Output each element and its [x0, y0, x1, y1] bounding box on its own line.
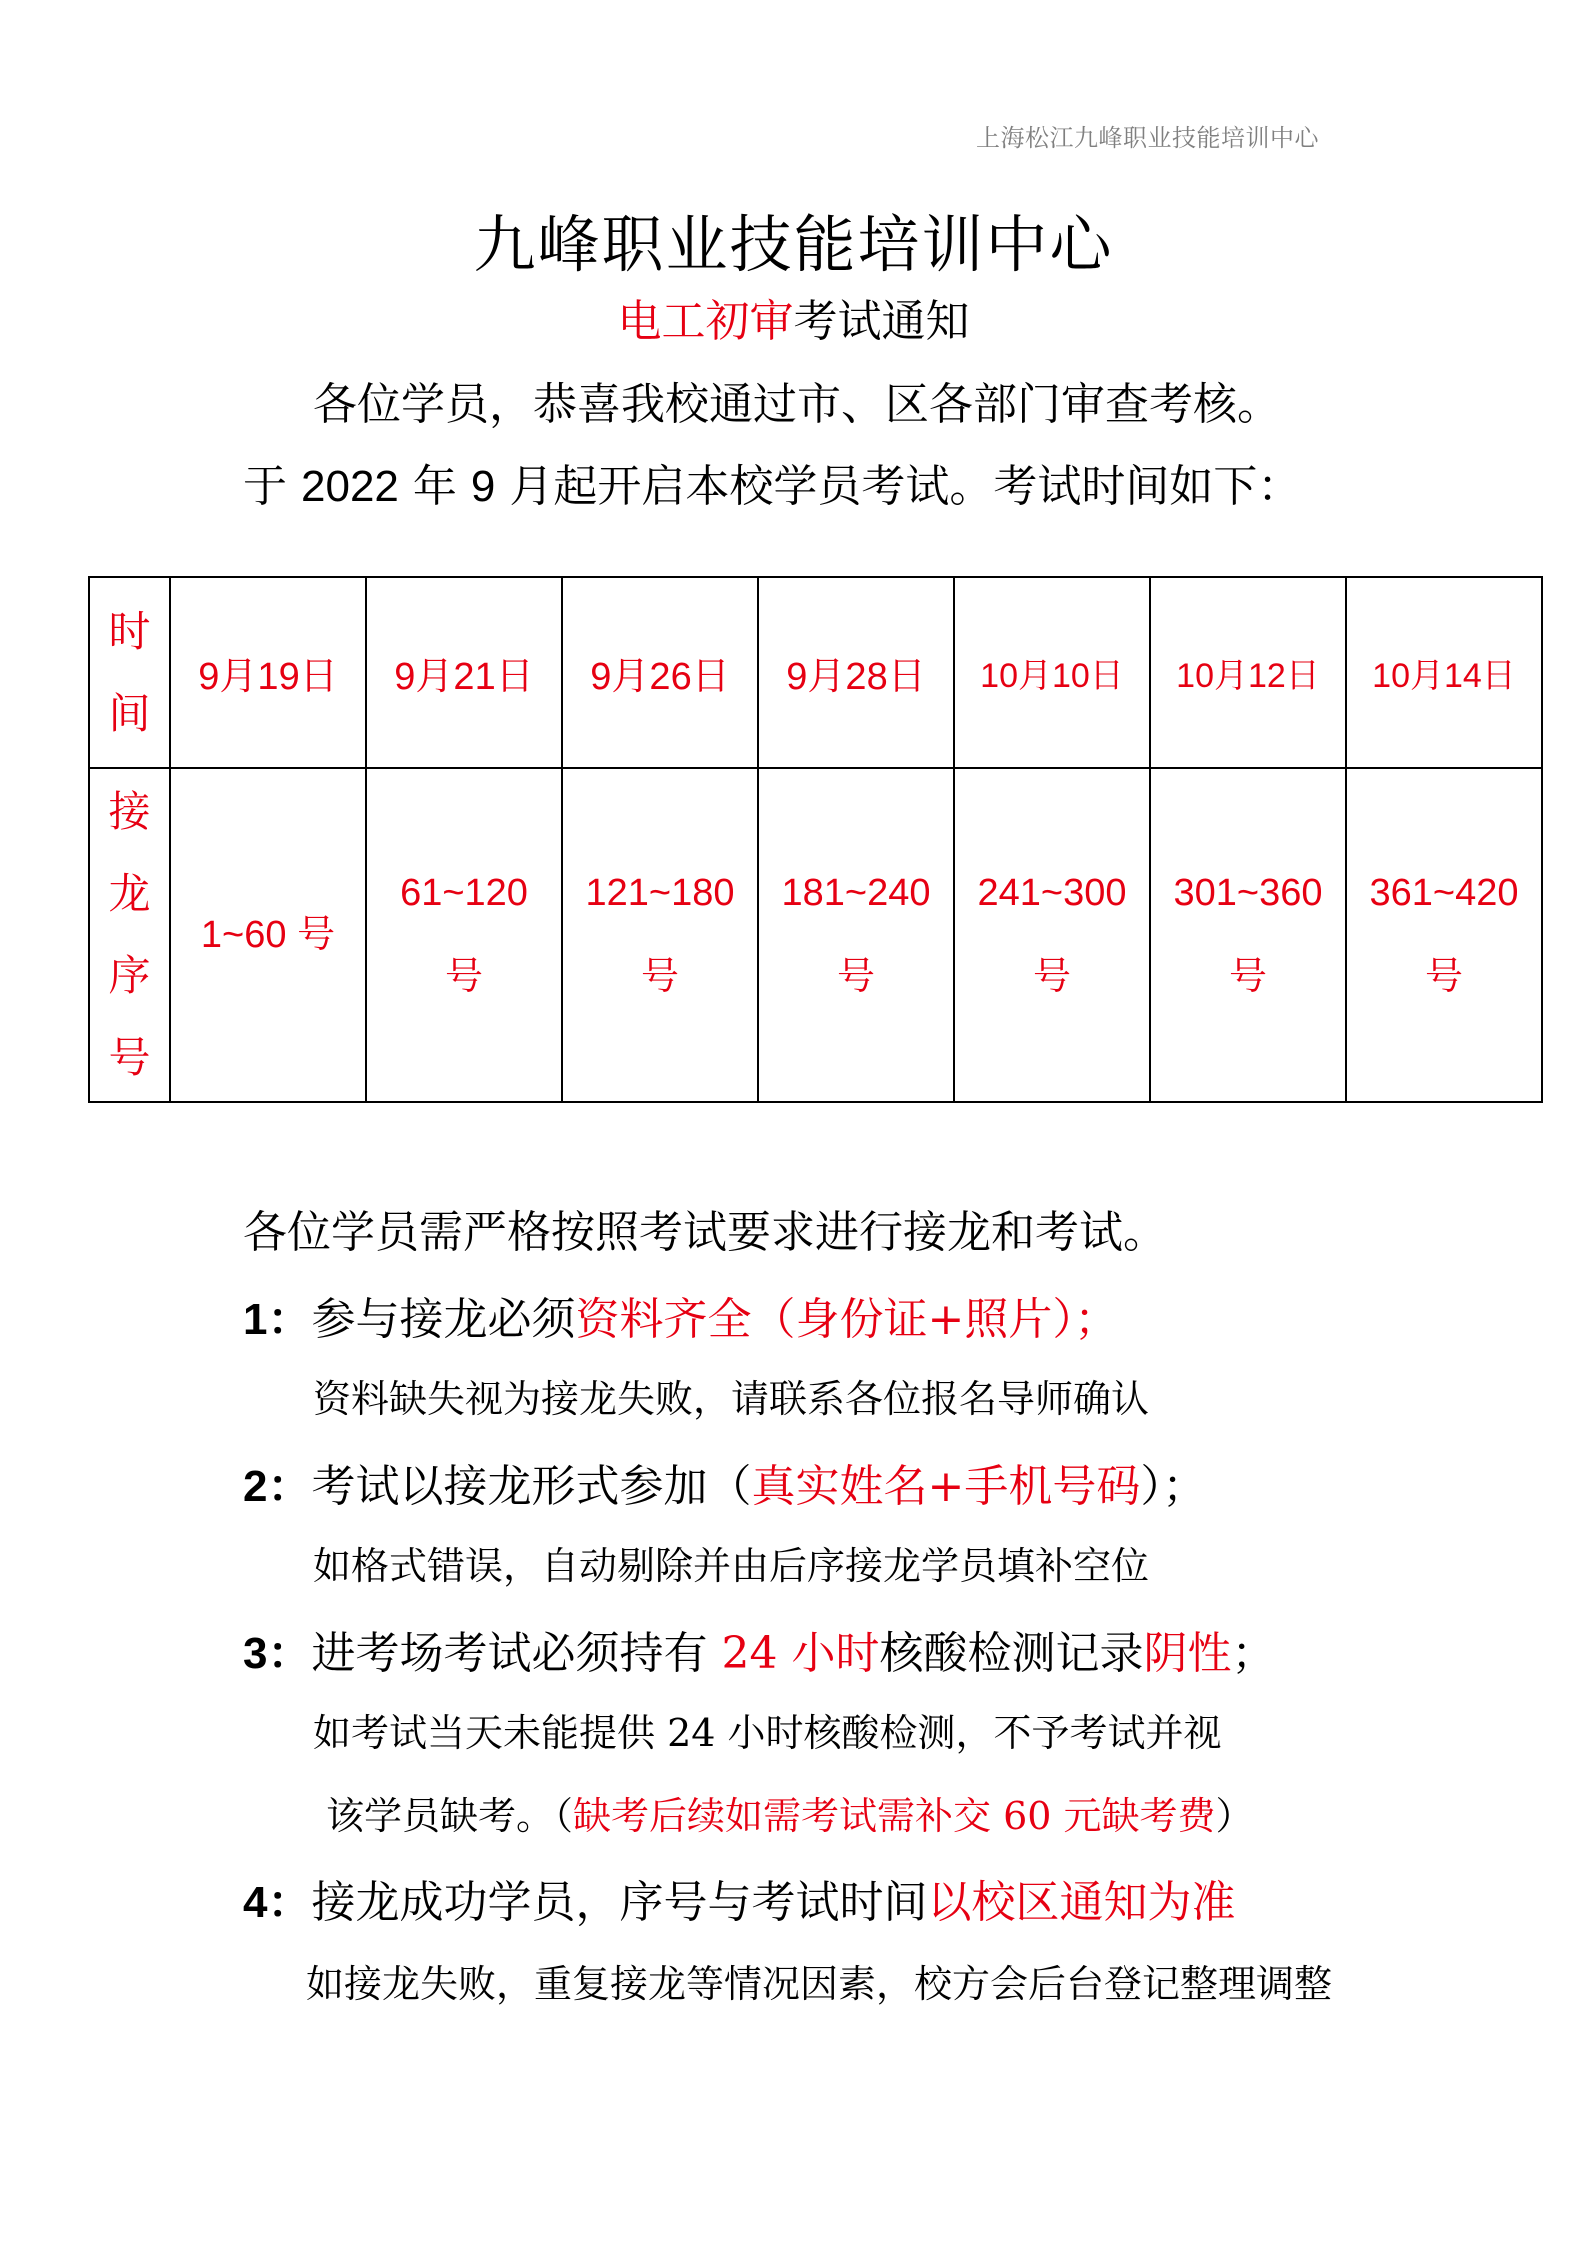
item-text: 接龙成功学员，序号与考试时间: [311, 1877, 928, 1928]
item-highlight: 24 小时: [721, 1628, 880, 1679]
range-value: 121~180: [585, 872, 735, 914]
range-cell: [562, 768, 758, 1102]
row-header-char: 序: [108, 951, 151, 1000]
intro-line-1: 各位学员，恭喜我校通过市、区各部门审查考核。: [313, 379, 1281, 430]
requirement-note-2: 如格式错误，自动剔除并由后序接龙学员填补空位: [313, 1544, 1150, 1588]
date-cell: 10月14日: [1346, 577, 1542, 768]
requirement-note-3b: [326, 1785, 1254, 1840]
item-number: 3：: [243, 1629, 312, 1678]
range-cell: [366, 768, 562, 1102]
item-highlight: 阴性: [1143, 1628, 1232, 1679]
range-suffix: 号: [444, 956, 483, 998]
subtitle-highlight: 电工初审: [617, 296, 794, 347]
range-value: 241~300: [977, 872, 1127, 914]
page-title: 九峰职业技能培训中心: [473, 208, 1114, 281]
requirement-note-3: 如考试当天未能提供 24 小时核酸检测，不予考试并视: [313, 1711, 1222, 1755]
note-text: 该学员缺考。（: [326, 1794, 574, 1838]
row-header-char: 时: [108, 606, 151, 656]
row-header-char: 间: [108, 688, 151, 738]
schedule-table: [88, 576, 1543, 1103]
range-value: 361~420: [1369, 872, 1519, 914]
row-header-char: 号: [108, 1033, 151, 1082]
date-cell: 9月26日: [562, 577, 758, 768]
item-text: 考试以接龙形式参加（: [311, 1461, 752, 1512]
range-value: 1~60 号: [200, 914, 336, 956]
date-cell: 10月12日: [1150, 577, 1346, 768]
item-text: 进考场考试必须持有: [311, 1628, 722, 1679]
note-highlight: 缺考后续如需考试需补交 60 元缺考费: [573, 1794, 1216, 1838]
row-header-char: 龙: [108, 869, 151, 918]
row-header-time: [89, 577, 170, 768]
intro-rest: 月起开启本校学员考试。考试时间如下：: [495, 461, 1302, 512]
item-number: 4：: [243, 1878, 312, 1927]
table-row-dates: [89, 577, 1542, 768]
item-number: 2：: [243, 1462, 312, 1511]
requirement-item-4: [243, 1866, 1235, 1930]
item-text-end: ）；: [1140, 1461, 1207, 1512]
note-text-end: ）: [1215, 1794, 1254, 1838]
intro-month: 9: [470, 462, 496, 511]
range-suffix: 号: [1424, 956, 1463, 998]
range-cell: [954, 768, 1150, 1102]
date-cell: 9月21日: [366, 577, 562, 768]
page-subtitle: [0, 285, 1587, 349]
intro-year: 2022: [301, 462, 399, 511]
date-cell: 9月19日: [170, 577, 366, 768]
header-note: 上海松江九峰职业技能培训中心: [976, 124, 1319, 152]
range-cell: [1150, 768, 1346, 1102]
range-value: 61~120: [400, 872, 528, 914]
item-highlight: 以校区通知为准: [927, 1877, 1236, 1928]
range-suffix: 号: [640, 956, 679, 998]
requirement-note-4: 如接龙失败，重复接龙等情况因素，校方会后台登记整理调整: [306, 1962, 1333, 2006]
range-value: 181~240: [781, 872, 931, 914]
range-suffix: 号: [836, 956, 875, 998]
range-value: 301~360: [1173, 872, 1323, 914]
range-cell: [1346, 768, 1542, 1102]
subtitle-text: 考试通知: [793, 296, 970, 347]
table-row-ranges: [89, 768, 1542, 1102]
item-highlight: 资料齐全（身份证+照片）；: [575, 1294, 1119, 1345]
requirement-item-1: [243, 1283, 1118, 1347]
intro-year-unit: 年: [398, 461, 471, 512]
requirement-note-1: 资料缺失视为接龙失败，请联系各位报名导师确认: [313, 1377, 1150, 1421]
item-text-end: ；: [1231, 1628, 1276, 1679]
intro-prefix: 于: [243, 461, 301, 512]
item-text: 核酸检测记录: [879, 1628, 1144, 1679]
date-cell: 10月10日: [954, 577, 1150, 768]
row-header-sequence: [89, 768, 170, 1102]
range-suffix: 号: [1228, 956, 1267, 998]
range-suffix: 号: [1032, 956, 1071, 998]
intro-line-2: [243, 450, 1301, 514]
item-text: 参与接龙必须: [311, 1294, 576, 1345]
requirement-item-2: [243, 1450, 1206, 1514]
date-cell: 9月28日: [758, 577, 954, 768]
item-highlight: 真实姓名+手机号码: [751, 1461, 1141, 1512]
range-cell: [170, 768, 366, 1102]
item-number: 1：: [243, 1295, 312, 1344]
requirements-lead: 各位学员需严格按照考试要求进行接龙和考试。: [243, 1207, 1167, 1258]
range-cell: [758, 768, 954, 1102]
row-header-char: 接: [108, 787, 151, 836]
requirement-item-3: [243, 1617, 1275, 1681]
